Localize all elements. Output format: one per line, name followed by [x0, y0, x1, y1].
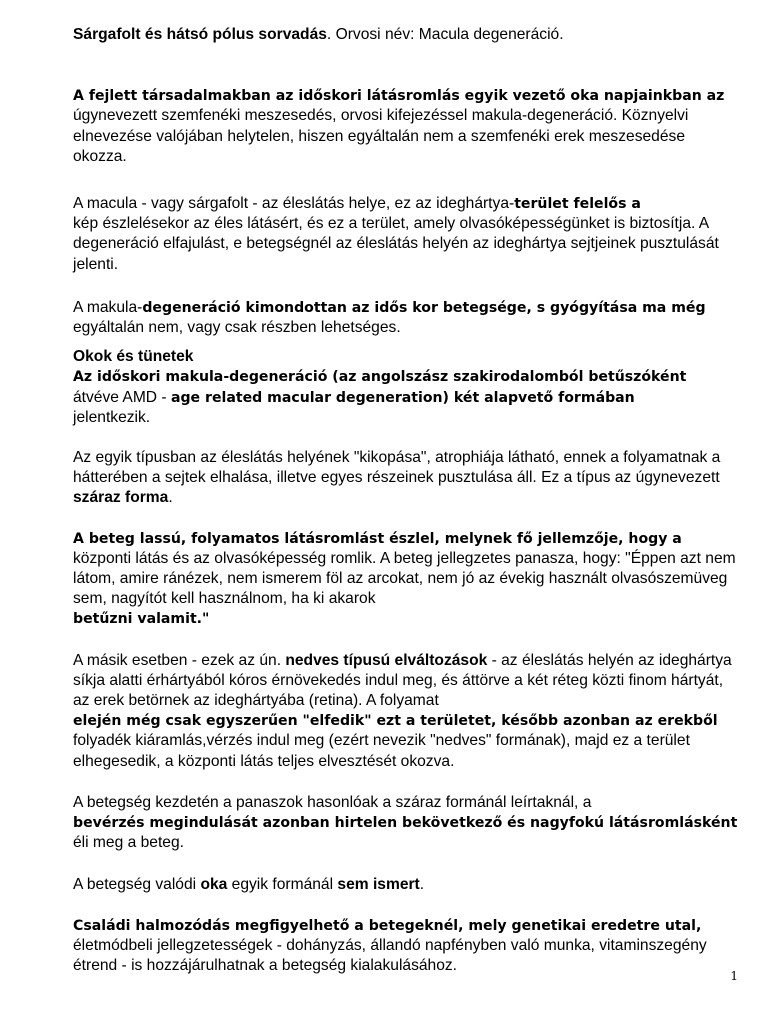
paragraph-dry-symptoms-bold-a: A beteg lassú, folyamatos látásromlást észlel, melynek fő jellemzője, hogy a: [73, 530, 682, 547]
paragraph-macula: [73, 194, 741, 275]
page-number: 1: [730, 969, 738, 983]
paragraph-macula-text-c: kép észlelésekor az éles látásért, és ez a terület, amely olvasóképességünket is biztosítja. A degeneráció elfajulást, e betegségnél az éleslátás helyén az ideghártya sejtjeinek pusztulását jelenti.: [73, 215, 719, 273]
paragraph-genetics-text: életmódbeli jellegzetességek - dohányzás, állandó napfényben való munka, vitaminszegény étrend - is hozzájárulhatnak a betegség kialakulásához.: [73, 936, 707, 975]
paragraph-amd: [73, 367, 741, 428]
paragraph-wet-text-a: A másik esetben - ezek az ún.: [73, 651, 286, 669]
paragraph-genetics-bold: Családi halmozódás megfigyelhető a betegeknél, mely genetikai eredetre utal,: [73, 917, 702, 934]
paragraph-wet-form: [73, 651, 741, 772]
paragraph-dry-symptoms-bold-c: betűzni valamit.": [73, 611, 210, 628]
paragraph-cause-text-c: egyik formánál: [227, 875, 338, 893]
paragraph-intro: [73, 86, 741, 167]
paragraph-amd-text-b: átvéve AMD -: [73, 388, 171, 406]
paragraph-onset-text-a: A betegség kezdetén a panaszok hasonlóak a száraz formánál leírtaknál, a: [73, 793, 592, 811]
paragraph-age: [73, 298, 741, 338]
paragraph-amd-bold-a: Az időskori makula-degeneráció (az angolszász szakirodalomból betűszóként: [73, 369, 687, 386]
title-rest: . Orvosi név: Macula degeneráció.: [326, 26, 564, 43]
paragraph-onset-bold: bevérzés megindulását azonban hirtelen bekövetkező és nagyfokú látásromlásként: [73, 815, 738, 832]
paragraph-onset: [73, 793, 741, 854]
document-title: [73, 25, 741, 45]
paragraph-amd-bold-c: age related macular degeneration) két alapvető formában: [170, 389, 635, 406]
paragraph-age-text-a: A makula-: [73, 298, 143, 316]
paragraph-intro-text: úgynevezett szemfenéki meszesedés, orvosi kifejezéssel makula-degeneráció. Köznyelvi elnevezése valójában helytelen, hiszen egyáltalán nem a szemfenéki erek meszesedése okozza.: [73, 107, 689, 165]
paragraph-macula-text-a: A macula - vagy sárgafolt - az éleslátás helye, ez az ideghártya-: [73, 195, 515, 213]
paragraph-dry-text-c: .: [168, 489, 173, 507]
paragraph-wet-bold-d: elején még csak egyszerűen "elfedik" ezt a területet, később azonban az erekből: [73, 713, 718, 730]
paragraph-cause-text-e: .: [419, 875, 425, 893]
paragraph-age-bold: degeneráció kimondottan az idős kor betegsége, s gyógyítása ma még: [142, 299, 706, 316]
paragraph-cause-bold-d: sem ismert: [337, 875, 420, 893]
paragraph-dry-bold: száraz forma: [73, 489, 169, 507]
document-body: [73, 25, 741, 976]
paragraph-age-text-c: egyáltalán nem, vagy csak részben lehetséges.: [73, 319, 401, 337]
section-heading-text: Okok és tünetek: [73, 348, 194, 366]
paragraph-genetics: [73, 916, 741, 977]
paragraph-dry-text-a: Az egyik típusban az éleslátás helyének "kikopása", atrophiája látható, ennek a folyamatnak a hátterében a sejtek elhalása, illetve egyes részeinek pusztulása áll. Ez a típus az úgynevezett: [73, 449, 721, 487]
paragraph-dry-form: [73, 448, 741, 509]
title-bold: Sárgafolt és hátsó pólus sorvadás: [73, 26, 327, 43]
paragraph-cause-bold-b: oka: [200, 875, 228, 893]
section-heading-causes: [73, 347, 741, 367]
paragraph-amd-text-d: jelentkezik.: [73, 408, 151, 426]
paragraph-intro-bold: A fejlett társadalmakban az időskori látásromlás egyik vezető oka napjainkban az: [73, 88, 725, 105]
paragraph-cause-text-a: A betegség valódi: [73, 875, 201, 893]
paragraph-wet-text-e: folyadék kiáramlás,vérzés indul meg (ezért nevezik "nedves" formának), majd ez a terület elhegesedik, a központi látás teljes elvesztését okozva.: [73, 732, 690, 770]
paragraph-wet-bold: nedves típusú elváltozások: [285, 651, 488, 669]
paragraph-macula-bold: terület felelős a: [514, 196, 641, 213]
paragraph-cause: [73, 875, 741, 895]
paragraph-dry-symptoms-text: központi látás és az olvasóképesség romlik. A beteg jellegzetes panasza, hogy: "Éppen azt nem látom, amire ránézek, nem ismerem föl az arcokat, nem jó az évekig használt olvasószemüveg sem, nagyítót kell használnom, ha ki akarok: [73, 549, 736, 608]
paragraph-dry-symptoms: [73, 529, 741, 630]
paragraph-wet-text-c: - az éleslátás helyén az ideghártya síkja alatti érhártyából kóros érnövekedés indul meg, és áttörve a két réteg közti finom hártyát, az erek betörnek az ideghártyába (retina). A folyamat: [73, 651, 732, 710]
paragraph-onset-text-c: éli meg a beteg.: [73, 834, 184, 852]
